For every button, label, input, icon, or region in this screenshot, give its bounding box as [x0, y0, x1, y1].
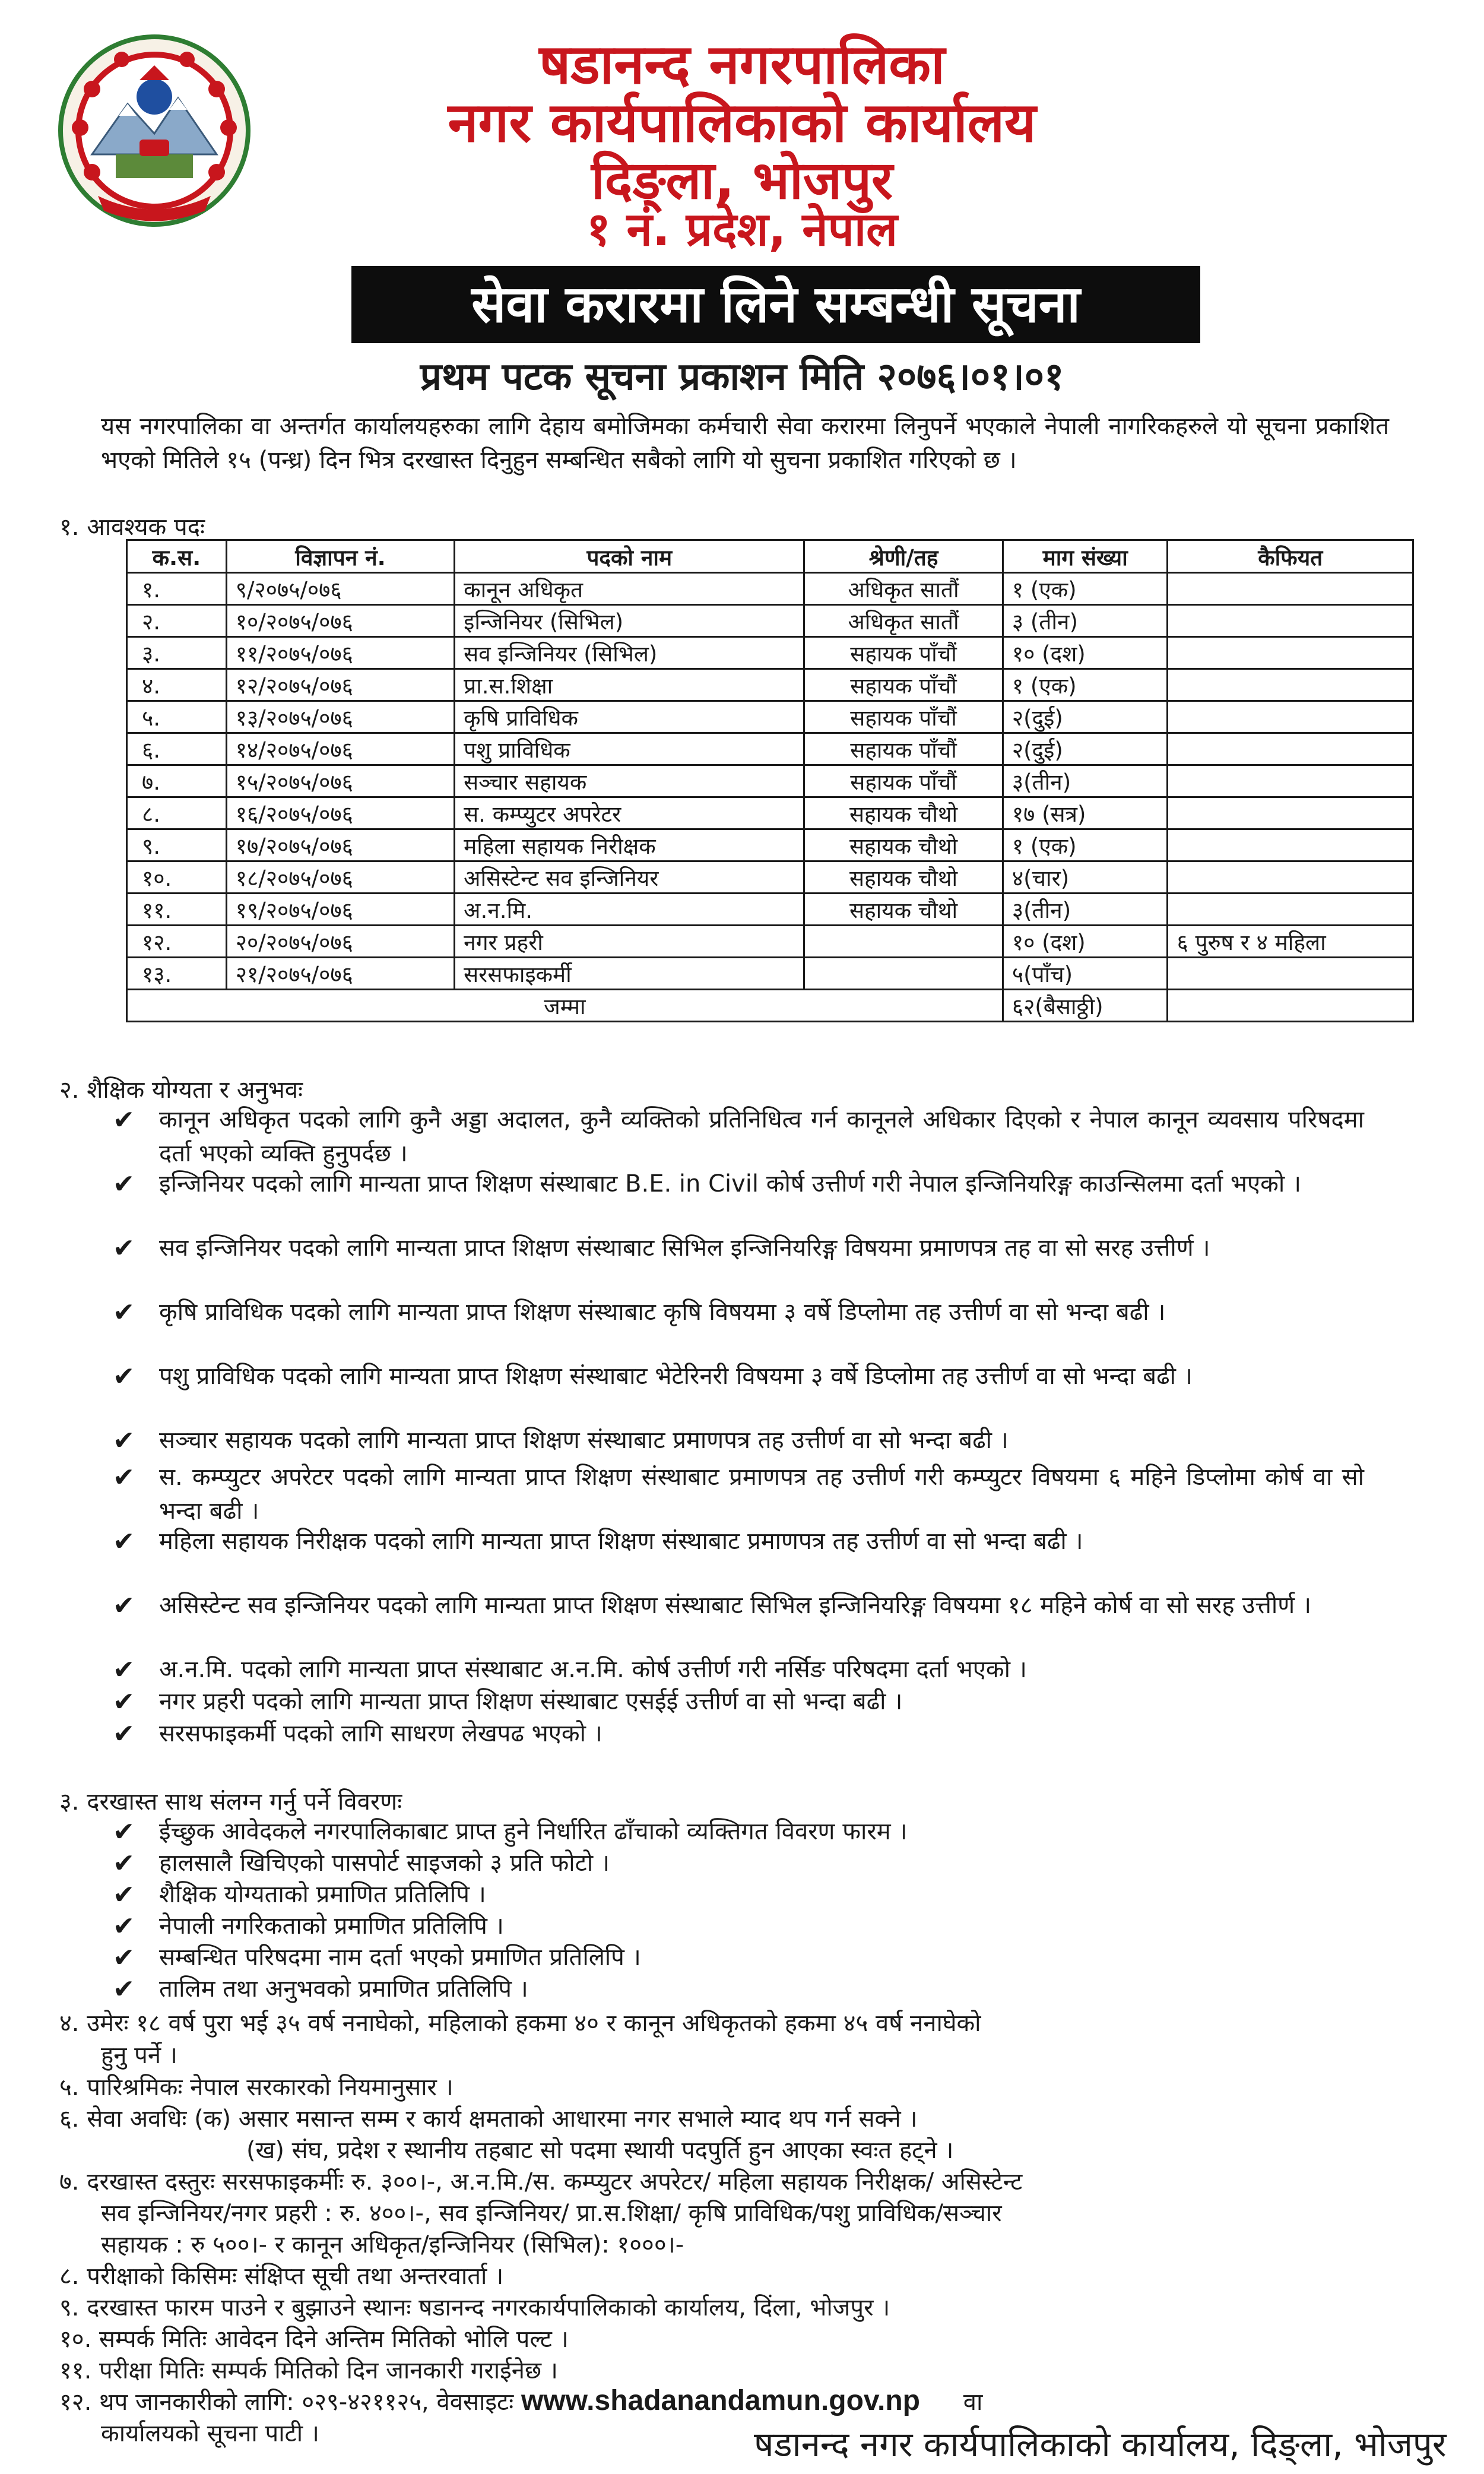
cell-ad-no: १३/२०७५/०७६ — [226, 701, 454, 733]
checkmark-icon: ✔ — [113, 1943, 135, 1973]
cell-sn: ११. — [127, 894, 227, 926]
cell-demand: ३ (तीन) — [1003, 605, 1168, 637]
checklist-item — [113, 1846, 1371, 1880]
cell-demand: ५(पाँच) — [1003, 958, 1168, 990]
checklist-item-text: महिला सहायक निरीक्षक पदको लागि मान्यता प्राप्त शिक्षण संस्थाबाट प्रमाणपत्र तह उत्तीर्ण वा सो भन्दा बढी । — [159, 1528, 1083, 1555]
cell-post: प्रा.स.शिक्षा — [455, 669, 804, 701]
section-7-line-2: सव इन्जिनियर/नगर प्रहरी : रु. ४००।-, सव इन्जिनियर/ प्रा.स.शिक्षा/ कृषि प्राविधिक/पशु प्राविधिक/सञ्चार — [101, 2200, 1002, 2227]
table-row — [127, 765, 1413, 797]
cell-sn: ८. — [127, 797, 227, 829]
cell-demand: १७ (सत्र) — [1003, 797, 1168, 829]
checkmark-icon: ✔ — [113, 1591, 135, 1621]
checklist-item-text: सव इन्जिनियर पदको लागि मान्यता प्राप्त शिक्षण संस्थाबाट सिभिल इन्जिनियरिङ्ग विषयमा प्रमाणपत्र तह वा सो सरह उत्तीर्ण । — [159, 1234, 1210, 1262]
checklist-item-text: सञ्चार सहायक पदको लागि मान्यता प्राप्त शिक्षण संस्थाबाट प्रमाणपत्र तह उत्तीर्ण वा सो भन्दा बढी । — [159, 1427, 1009, 1454]
section-4-line-1: ४. उमेरः १८ वर्ष पुरा भई ३५ वर्ष ननाघेको, महिलाको हकमा ४० र कानून अधिकृतको हकमा ४५ वर्ष ननाघेको — [59, 2010, 981, 2037]
checklist-item — [113, 1909, 1371, 1943]
checkmark-icon: ✔ — [113, 1233, 135, 1263]
cell-demand: ४(चार) — [1003, 861, 1168, 894]
cell-demand: २(दुई) — [1003, 701, 1168, 733]
cell-demand: १० (दश) — [1003, 637, 1168, 669]
checkmark-icon: ✔ — [113, 1169, 135, 1199]
cell-post: सञ्चार सहायक — [455, 765, 804, 797]
cell-post: स. कम्प्युटर अपरेटर — [455, 797, 804, 829]
cell-remarks — [1168, 894, 1413, 926]
checklist-item-text: हालसालै खिचिएको पासपोर्ट साइजको ३ प्रति फोटो । — [159, 1849, 610, 1877]
cell-remarks — [1168, 733, 1413, 765]
table-total-row — [127, 990, 1413, 1022]
cell-demand: ३(तीन) — [1003, 894, 1168, 926]
section-12-line-1 — [59, 2384, 982, 2417]
checkmark-icon: ✔ — [113, 1880, 135, 1910]
checklist-item — [113, 1717, 1371, 1751]
checklist-item-text: सरसफाइकर्मी पदको लागि साधरण लेखपढ भएको । — [159, 1720, 603, 1747]
cell-sn: १. — [127, 573, 227, 605]
intro-paragraph: यस नगरपालिका वा अन्तर्गत कार्यालयहरुका लागि देहाय बमोजिमका कर्मचारी सेवा करारमा लिनुपर्ने भएकाले नेपाली नागरिकहरुले यो सूचना प्रकाशित भएको मितिले १५ (पन्ध्र) दिन भित्र दरखास्त दिनुहुन सम्बन्धित सबैको लागि यो सुचना प्रकाशित गरिएको छ । — [101, 413, 1389, 474]
cell-demand: १ (एक) — [1003, 573, 1168, 605]
section-3-heading: ३. दरखास्त साथ संलग्न गर्नु पर्ने विवरणः — [59, 1788, 402, 1816]
cell-post: सरसफाइकर्मी — [455, 958, 804, 990]
cell-level: सहायक पाँचौं — [804, 637, 1003, 669]
cell-ad-no: ९/२०७५/०७६ — [226, 573, 454, 605]
cell-ad-no: ११/२०७५/०७६ — [226, 637, 454, 669]
checkmark-icon: ✔ — [113, 1974, 135, 2004]
col-header-ad-no: विज्ञापन नं. — [226, 540, 454, 573]
cell-ad-no: १८/२०७५/०७६ — [226, 861, 454, 894]
checkmark-icon: ✔ — [113, 1687, 135, 1717]
checkmark-icon: ✔ — [113, 1361, 135, 1392]
municipality-name: षडानन्द नगरपालिका — [539, 33, 945, 96]
checklist-item-text: इन्जिनियर पदको लागि मान्यता प्राप्त शिक्षण संस्थाबाट B.E. in Civil कोर्ष उत्तीर्ण गरी नेपाल इन्जिनियरिङ्ग काउन्सिलमा दर्ता भएको । — [159, 1170, 1302, 1198]
cell-sn: १३. — [127, 958, 227, 990]
section-8: ८. परीक्षाको किसिमः संक्षिप्त सूची तथा अन्तरवार्ता । — [59, 2263, 504, 2290]
cell-ad-no: १४/२०७५/०७६ — [226, 733, 454, 765]
checkmark-icon: ✔ — [113, 1817, 135, 1847]
cell-level: अधिकृत सातौं — [804, 573, 1003, 605]
checklist-item — [113, 1589, 1371, 1654]
office-location: दिङ्ला, भोजपुर — [591, 150, 893, 211]
checkmark-icon: ✔ — [113, 1297, 135, 1328]
section-7-line-1: ७. दरखास्त दस्तुरः सरसफाइकर्मीः रु. ३००।-, अ.न.मि./स. कम्प्युटर अपरेटर/ महिला सहायक निरीक्षक/ असिस्टेन्ट — [59, 2168, 1023, 2196]
cell-sn: ४. — [127, 669, 227, 701]
publication-date: प्रथम पटक सूचना प्रकाशन मिति २०७६।०१।०१ — [420, 355, 1064, 399]
checklist-item — [113, 1878, 1371, 1912]
total-remarks — [1168, 990, 1413, 1022]
cell-demand: १ (एक) — [1003, 829, 1168, 861]
checklist-item-text: शैक्षिक योग्यताको प्रमाणित प्रतिलिपि । — [159, 1881, 486, 1908]
cell-post: महिला सहायक निरीक्षक — [455, 829, 804, 861]
cell-ad-no: १७/२०७५/०७६ — [226, 829, 454, 861]
cell-level — [804, 926, 1003, 958]
total-label: जम्मा — [127, 990, 1003, 1022]
cell-sn: ६. — [127, 733, 227, 765]
col-header-sn: क.स. — [127, 540, 227, 573]
checklist-item — [113, 1815, 1371, 1849]
section-1-heading: १. आवश्यक पदः — [59, 514, 205, 541]
cell-remarks — [1168, 958, 1413, 990]
cell-sn: १०. — [127, 861, 227, 894]
footer-office: षडानन्द नगर कार्यपालिकाको कार्यालय, दिङ्ला, भोजपुर — [754, 2424, 1447, 2465]
cell-sn: ५. — [127, 701, 227, 733]
checklist-item — [113, 1231, 1371, 1297]
cell-level: सहायक पाँचौं — [804, 701, 1003, 733]
table-header-row — [127, 540, 1413, 573]
checkmark-icon: ✔ — [113, 1462, 135, 1493]
checklist-item — [113, 1653, 1371, 1687]
checklist-item-text: अ.न.मि. पदको लागि मान्यता प्राप्त संस्थाबाट अ.न.मि. कोर्ष उत्तीर्ण गरी नर्सिङ परिषदमा दर्ता भएको । — [159, 1656, 1027, 1683]
section-7-line-3: सहायक : रु ५००।- र कानून अधिकृत/इन्जिनियर (सिभिल): १०००।- — [101, 2231, 684, 2258]
letterhead — [0, 0, 1484, 261]
cell-post: कृषि प्राविधिक — [455, 701, 804, 733]
cell-ad-no: १६/२०७५/०७६ — [226, 797, 454, 829]
cell-ad-no: २०/२०७५/०७६ — [226, 926, 454, 958]
cell-post: पशु प्राविधिक — [455, 733, 804, 765]
cell-post: नगर प्रहरी — [455, 926, 804, 958]
cell-level: सहायक चौथो — [804, 861, 1003, 894]
cell-remarks — [1168, 765, 1413, 797]
checklist-item — [113, 1461, 1371, 1526]
col-header-remarks: कैफियत — [1168, 540, 1413, 573]
checklist-item — [113, 1424, 1371, 1458]
section-5: ५. पारिश्रमिकः नेपाल सरकारको नियमानुसार । — [59, 2074, 454, 2101]
checklist-item — [113, 1941, 1371, 1975]
table-row — [127, 926, 1413, 958]
checkmark-icon: ✔ — [113, 1426, 135, 1456]
col-header-demand: माग संख्या — [1003, 540, 1168, 573]
checklist-item — [113, 1295, 1371, 1361]
checklist-item-text: ईच्छुक आवेदकले नगरपालिकाबाट प्राप्त हुने निर्धारित ढाँचाको व्यक्तिगत विवरण फारम । — [159, 1818, 908, 1845]
cell-remarks — [1168, 701, 1413, 733]
table-row — [127, 637, 1413, 669]
cell-ad-no: १९/२०७५/०७६ — [226, 894, 454, 926]
section-4-line-2: हुनु पर्ने । — [101, 2042, 177, 2069]
col-header-level: श्रेणी/तह — [804, 540, 1003, 573]
website-link[interactable]: www.shadanandamun.gov.np — [521, 2385, 920, 2416]
cell-level: सहायक चौथो — [804, 894, 1003, 926]
cell-ad-no: १५/२०७५/०७६ — [226, 765, 454, 797]
cell-remarks — [1168, 797, 1413, 829]
checklist-item — [113, 1360, 1371, 1425]
table-row — [127, 733, 1413, 765]
cell-demand: २(दुई) — [1003, 733, 1168, 765]
table-row — [127, 894, 1413, 926]
cell-sn: ७. — [127, 765, 227, 797]
cell-remarks — [1168, 669, 1413, 701]
cell-demand: १ (एक) — [1003, 669, 1168, 701]
checklist-item-text: स. कम्प्युटर अपरेटर पदको लागि मान्यता प्राप्त शिक्षण संस्थाबाट प्रमाणपत्र तह उत्तीर्ण गरी कम्प्युटर विषयमा ६ महिने डिप्लोमा कोर्ष वा सो भन्दा बढी । — [159, 1464, 1364, 1525]
checkmark-icon: ✔ — [113, 1848, 135, 1879]
checkmark-icon: ✔ — [113, 1526, 135, 1557]
checklist-item — [113, 1972, 1371, 2006]
checkmark-icon: ✔ — [113, 1105, 135, 1135]
table-row — [127, 669, 1413, 701]
cell-sn: ३. — [127, 637, 227, 669]
cell-ad-no: १२/२०७५/०७६ — [226, 669, 454, 701]
table-row — [127, 701, 1413, 733]
section-6-line-2: (ख) संघ, प्रदेश र स्थानीय तहबाट सो पदमा स्थायी पदपुर्ति हुन आएका स्वःत हट्ने । — [246, 2137, 954, 2164]
office-name: नगर कार्यपालिकाको कार्यालय — [448, 91, 1036, 154]
cell-sn: २. — [127, 605, 227, 637]
section-2-heading: २. शैक्षिक योग्यता र अनुभवः — [59, 1076, 303, 1104]
cell-level: सहायक चौथो — [804, 829, 1003, 861]
checklist-item-text: तालिम तथा अनुभवको प्रमाणित प्रतिलिपि । — [159, 1975, 528, 2003]
checklist-item — [113, 1103, 1371, 1168]
checklist-item-text: कानून अधिकृत पदको लागि कुनै अड्डा अदालत, कुनै व्यक्तिको प्रतिनिधित्व गर्न कानूनले अधिकार दिएको र नेपाल कानून व्यवसाय परिषदमा दर्ता भएको व्यक्ति हुनुपर्दछ । — [159, 1106, 1364, 1167]
checklist-item — [113, 1685, 1371, 1719]
cell-level: सहायक चौथो — [804, 797, 1003, 829]
table-row — [127, 573, 1413, 605]
checklist-item-text: असिस्टेन्ट सव इन्जिनियर पदको लागि मान्यता प्राप्त शिक्षण संस्थाबाट सिभिल इन्जिनियरिङ्ग विषयमा १८ महिने कोर्ष वा सो सरह उत्तीर्ण । — [159, 1592, 1312, 1619]
cell-ad-no: २१/२०७५/०७६ — [226, 958, 454, 990]
cell-level: अधिकृत सातौं — [804, 605, 1003, 637]
section-12-suffix: वा — [963, 2389, 983, 2416]
cell-remarks — [1168, 573, 1413, 605]
cell-post: सव इन्जिनियर (सिभिल) — [455, 637, 804, 669]
section-10: १०. सम्पर्क मितिः आवेदन दिने अन्तिम मितिको भोलि पल्ट । — [59, 2326, 569, 2353]
checkmark-icon: ✔ — [113, 1719, 135, 1749]
checklist-item-text: नगर प्रहरी पदको लागि मान्यता प्राप्त शिक्षण संस्थाबाट एसईई उत्तीर्ण वा सो भन्दा बढी । — [159, 1688, 903, 1715]
cell-remarks — [1168, 637, 1413, 669]
cell-sn: १२. — [127, 926, 227, 958]
cell-level: सहायक पाँचौं — [804, 765, 1003, 797]
section-11: ११. परीक्षा मितिः सम्पर्क मितिको दिन जानकारी गराईनेछ । — [59, 2357, 558, 2384]
checklist-item — [113, 1167, 1371, 1233]
cell-post: कानून अधिकृत — [455, 573, 804, 605]
cell-level: सहायक पाँचौं — [804, 733, 1003, 765]
checklist-item-text: पशु प्राविधिक पदको लागि मान्यता प्राप्त शिक्षण संस्थाबाट भेटेरिनरी विषयमा ३ वर्षे डिप्लोमा तह उत्तीर्ण वा सो भन्दा बढी । — [159, 1363, 1193, 1390]
table-row — [127, 829, 1413, 861]
checklist-item-text: सम्बन्धित परिषदमा नाम दर्ता भएको प्रमाणित प्रतिलिपि । — [159, 1944, 641, 1971]
checklist-item — [113, 1525, 1371, 1590]
total-value: ६२(बैसाठ्ठी) — [1003, 990, 1168, 1022]
cell-post: असिस्टेन्ट सव इन्जिनियर — [455, 861, 804, 894]
cell-demand: १० (दश) — [1003, 926, 1168, 958]
positions-table — [126, 539, 1414, 1022]
cell-remarks — [1168, 861, 1413, 894]
cell-post: इन्जिनियर (सिभिल) — [455, 605, 804, 637]
table-row — [127, 861, 1413, 894]
cell-remarks — [1168, 829, 1413, 861]
cell-sn: ९. — [127, 829, 227, 861]
cell-post: अ.न.मि. — [455, 894, 804, 926]
section-9: ९. दरखास्त फारम पाउने र बुझाउने स्थानः षडानन्द नगरकार्यपालिकाको कार्यालय, दिंला, भोजपुर । — [59, 2294, 890, 2321]
cell-remarks — [1168, 605, 1413, 637]
section-12-prefix: १२. थप जानकारीको लागि: ०२९-४२११२५, वेवसाइटः — [59, 2389, 514, 2416]
col-header-post: पदको नाम — [455, 540, 804, 573]
section-12-line-2: कार्यालयको सूचना पाटी । — [101, 2420, 319, 2447]
checklist-item-text: नेपाली नगरिकताको प्रमाणित प्रतिलिपि । — [159, 1912, 504, 1940]
checkmark-icon: ✔ — [113, 1655, 135, 1685]
table-row — [127, 605, 1413, 637]
table-row — [127, 797, 1413, 829]
section-6-line-1: ६. सेवा अवधिः (क) असार मसान्त सम्म र कार्य क्षमताको आधारमा नगर सभाले म्याद थप गर्न सक्ने । — [59, 2105, 918, 2133]
cell-level: सहायक पाँचौं — [804, 669, 1003, 701]
checkmark-icon: ✔ — [113, 1911, 135, 1941]
checklist-item-text: कृषि प्राविधिक पदको लागि मान्यता प्राप्त शिक्षण संस्थाबाट कृषि विषयमा ३ वर्षे डिप्लोमा तह उत्तीर्ण वा सो भन्दा बढी । — [159, 1298, 1166, 1326]
cell-level — [804, 958, 1003, 990]
cell-ad-no: १०/२०७५/०७६ — [226, 605, 454, 637]
notice-title-banner: सेवा करारमा लिने सम्बन्धी सूचना — [351, 266, 1200, 343]
table-row — [127, 958, 1413, 990]
province-name: १ नं. प्रदेश, नेपाल — [586, 203, 898, 256]
cell-remarks: ६ पुरुष र ४ महिला — [1168, 926, 1413, 958]
cell-demand: ३(तीन) — [1003, 765, 1168, 797]
